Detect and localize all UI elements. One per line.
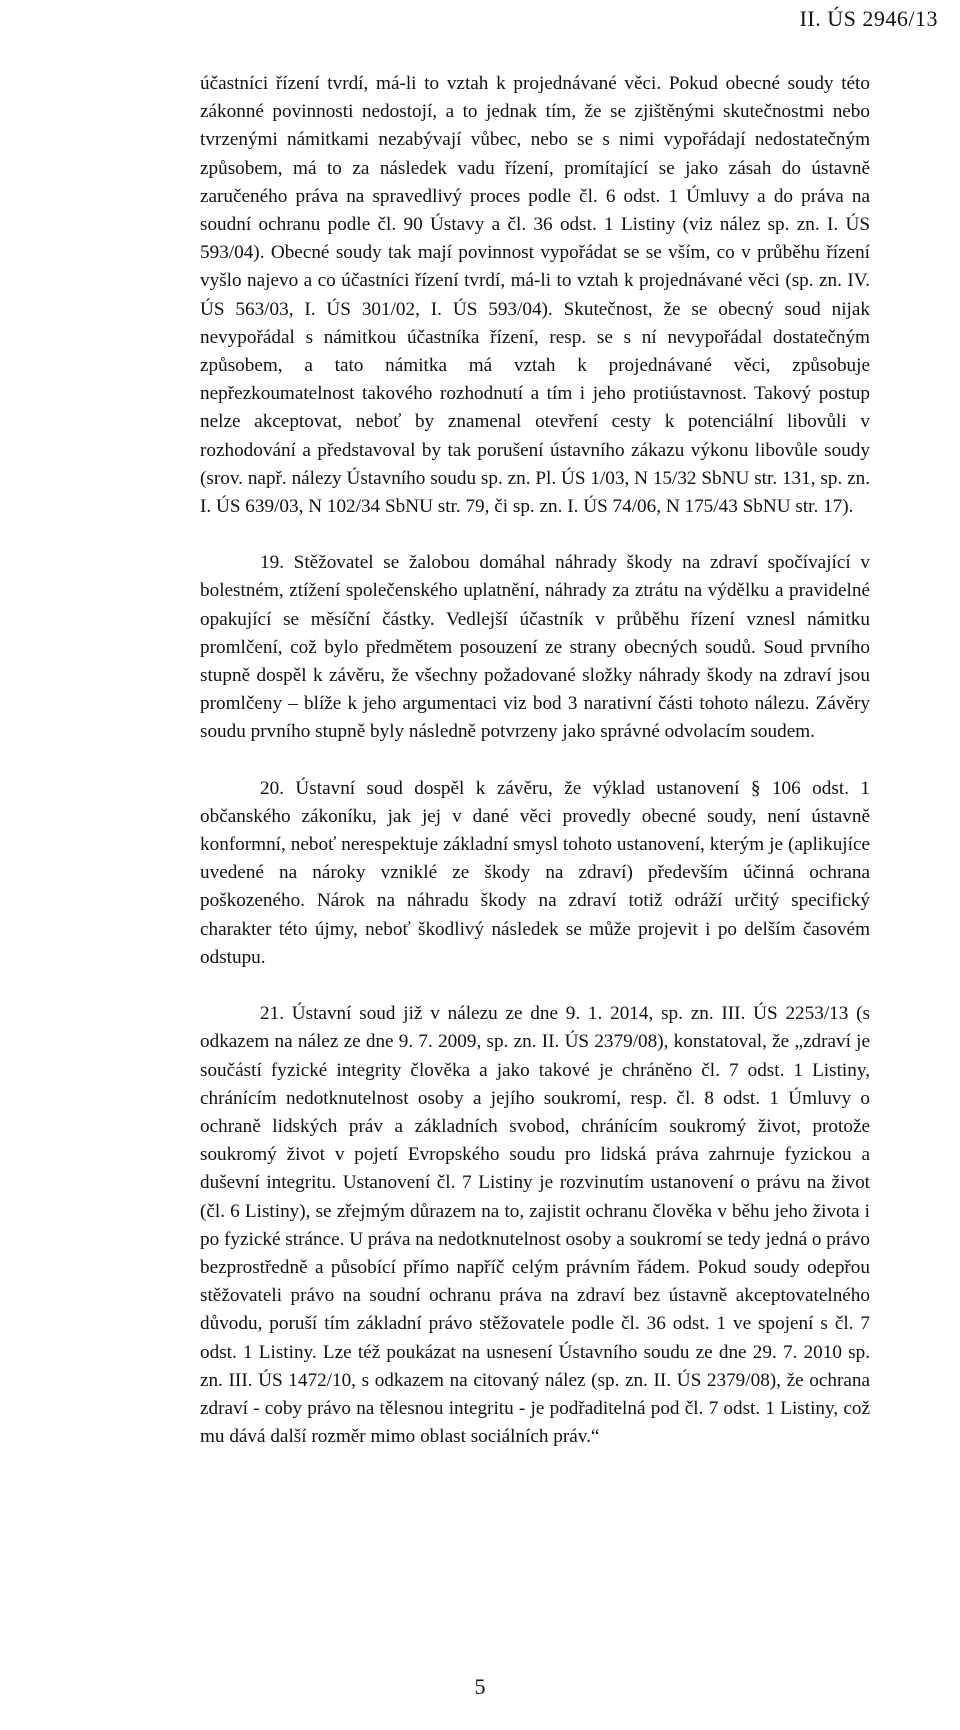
document-body [200, 70, 870, 1451]
paragraph-21: 21. Ústavní soud již v nálezu ze dne 9. 1. 2014, sp. zn. III. ÚS 2253/13 (s odkazem na nález ze dne 9. 7. 2009, sp. zn. II. ÚS 2379/08), konstatoval, že „zdraví je součástí fyzické integrity člověka a jako takové je chráněno čl. 7 odst. 1 Listiny, chránícím nedotknutelnost osoby a jejího soukromí, resp. čl. 8 odst. 1 Úmluvy o ochraně lidských práv a základních svobod, chránícím soukromý život, protože soukromý život v pojetí Evropského soudu pro lidská práva zahrnuje fyzickou a duševní integritu. Ustanovení čl. 7 Listiny je rozvinutím ustanovení o právu na život (čl. 6 Listiny), se zřejmým důrazem na to, zajistit ochranu člověka v běhu jeho života i po fyzické stránce. U práva na nedotknutelnost osoby a soukromí se tedy jedná o právo bezprostředně a působící přímo napříč celým právním řádem. Pokud soudy odepřou stěžovateli právo na soudní ochranu práva na zdraví bez ústavně akceptovatelného důvodu, poruší tím základní právo stěžovatele podle čl. 36 odst. 1 ve spojení s čl. 7 odst. 1 Listiny. Lze též poukázat na usnesení Ústavního soudu ze dne 29. 7. 2010 sp. zn. III. ÚS 1472/10, s odkazem na citovaný nález (sp. zn. II. ÚS 2379/08), že ochrana zdraví - coby právo na tělesnou integritu - je podřaditelná pod čl. 7 odst. 1 Listiny, což mu dává další rozměr mimo oblast sociálních práv.“ [200, 1003, 870, 1448]
paragraph-continuation: účastníci řízení tvrdí, má-li to vztah k projednávané věci. Pokud obecné soudy této zákonné povinnosti nedostojí, a to jednak tím, že se zjištěnými skutečnostmi nebo tvrzenými námitkami nezabývají vůbec, nebo se s nimi vypořádají nedostatečným způsobem, má to za následek vadu řízení, promítající se jako zásah do ústavně zaručeného práva na spravedlivý proces podle čl. 6 odst. 1 Úmluvy a do práva na soudní ochranu podle čl. 90 Ústavy a čl. 36 odst. 1 Listiny (viz nález sp. zn. I. ÚS 593/04). Obecné soudy tak mají povinnost vypořádat se se vším, co v průběhu řízení vyšlo najevo a co účastníci řízení tvrdí, má-li to vztah k projednávané věci (sp. zn. IV. ÚS 563/03, I. ÚS 301/02, I. ÚS 593/04). Skutečnost, že se obecný soud nijak nevypořádal s námitkou účastníka řízení, resp. se s ní nevypořádal dostatečným způsobem, a tato námitka má vztah k projednávané věci, způsobuje nepřezkoumatelnost takového rozhodnutí a tím i jeho protiústavnost. Takový postup nelze akceptovat, neboť by znamenal otevření cesty k potenciální libovůli v rozhodování a představoval by tak porušení ústavního zákazu výkonu libovůle soudy (srov. např. nálezy Ústavního soudu sp. zn. Pl. ÚS 1/03, N 15/32 SbNU str. 131, sp. zn. I. ÚS 639/03, N 102/34 SbNU str. 79, či sp. zn. I. ÚS 74/06, N 175/43 SbNU str. 17). [200, 73, 870, 518]
paragraph-19: 19. Stěžovatel se žalobou domáhal náhrady škody na zdraví spočívající v bolestném, ztížení společenského uplatnění, náhrady za ztrátu na výdělku a pravidelné opakující se měsíční částky. Vedlejší účastník v průběhu řízení vznesl námitku promlčení, což bylo předmětem posouzení ze strany obecných soudů. Soud prvního stupně dospěl k závěru, že všechny požadované složky náhrady škody na zdraví jsou promlčeny – blíže k jeho argumentaci viz bod 3 narativní části tohoto nálezu. Závěry soudu prvního stupně byly následně potvrzeny jako správné odvolacím soudem. [200, 552, 870, 743]
page-number: 5 [474, 1674, 486, 1699]
paragraph-20: 20. Ústavní soud dospěl k závěru, že výklad ustanovení § 106 odst. 1 občanského zákoníku, jak jej v dané věci provedly obecné soudy, není ústavně konformní, neboť nerespektuje základní smysl tohoto ustanovení, kterým je (aplikujíce uvedené na nároky vzniklé ze škody na zdraví) především účinná ochrana poškozeného. Nárok na náhradu škody na zdraví totiž odráží určitý specifický charakter této újmy, neboť škodlivý následek se může projevit i po delším časovém odstupu. [200, 777, 870, 968]
case-number-header: II. ÚS 2946/13 [799, 6, 938, 31]
